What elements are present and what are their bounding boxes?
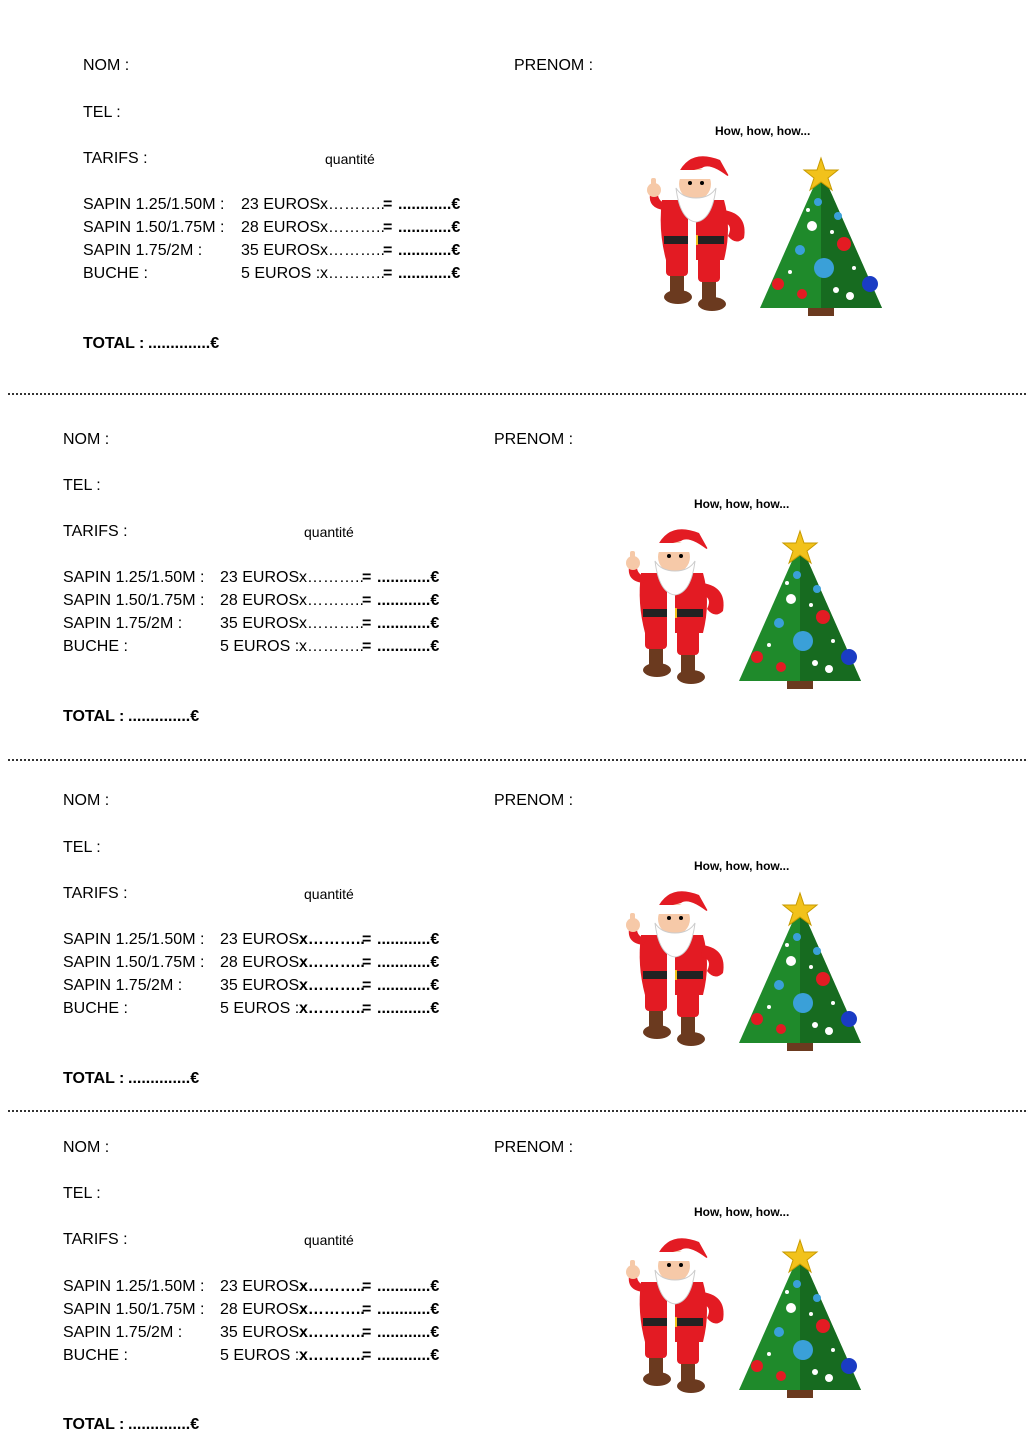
row-price: 35 EUROS	[241, 242, 321, 259]
row-amount: ............€	[398, 196, 461, 213]
row-price: 23 EUROS	[241, 196, 321, 213]
row-name: SAPIN 1.25/1.50M :	[63, 569, 205, 586]
row-eq: =	[362, 1301, 372, 1318]
nom-label: NOM :	[63, 1139, 110, 1156]
row-amount: ............€	[377, 1278, 440, 1295]
santa-tree-illustration	[619, 1232, 879, 1432]
row-name: SAPIN 1.50/1.75M :	[63, 954, 205, 971]
tarifs-label: TARIFS :	[83, 150, 148, 167]
row-amount: ............€	[377, 638, 440, 655]
row-name: SAPIN 1.25/1.50M :	[83, 196, 225, 213]
tel-label: TEL :	[83, 104, 121, 121]
row-price: 23 EUROS	[220, 931, 300, 948]
row-name: SAPIN 1.75/2M :	[63, 615, 183, 632]
row-amount: ............€	[377, 1324, 440, 1341]
speech-text: How, how, how...	[715, 124, 811, 138]
row-name: SAPIN 1.75/2M :	[63, 977, 183, 994]
total-blank: ..............€	[148, 335, 220, 352]
row-amount: ............€	[377, 1000, 440, 1017]
row-name: BUCHE :	[63, 1347, 128, 1364]
row-price: 5 EUROS :	[220, 1347, 300, 1364]
nom-label: NOM :	[83, 57, 130, 74]
row-amount: ............€	[398, 265, 461, 282]
row-eq: =	[362, 1000, 372, 1017]
row-name: SAPIN 1.75/2M :	[63, 1324, 183, 1341]
row-eq: =	[383, 265, 393, 282]
row-name: BUCHE :	[83, 265, 148, 282]
row-qty: x………..	[299, 931, 365, 948]
row-qty: x………..	[320, 265, 385, 282]
row-name: BUCHE :	[63, 638, 128, 655]
row-qty: x………..	[299, 592, 364, 609]
tel-label: TEL :	[63, 1185, 101, 1202]
row-eq: =	[362, 1278, 372, 1295]
row-price: 35 EUROS	[220, 615, 300, 632]
row-price: 28 EUROS	[220, 1301, 300, 1318]
row-eq: =	[362, 592, 372, 609]
row-qty: x………..	[299, 1347, 365, 1364]
row-amount: ............€	[377, 931, 440, 948]
row-price: 28 EUROS	[220, 592, 300, 609]
row-amount: ............€	[377, 1347, 440, 1364]
tel-label: TEL :	[63, 839, 101, 856]
row-price: 35 EUROS	[220, 977, 300, 994]
row-eq: =	[383, 242, 393, 259]
row-eq: =	[362, 954, 372, 971]
tarifs-label: TARIFS :	[63, 885, 128, 902]
total-blank: ..............€	[128, 1070, 200, 1087]
tarifs-label: TARIFS :	[63, 523, 128, 540]
total-label: TOTAL :	[63, 1070, 129, 1087]
row-price: 28 EUROS	[241, 219, 321, 236]
row-amount: ............€	[398, 219, 461, 236]
row-qty: x………..	[299, 638, 364, 655]
row-amount: ............€	[377, 977, 440, 994]
row-amount: ............€	[377, 592, 440, 609]
row-eq: =	[362, 1324, 372, 1341]
prenom-label: PRENOM :	[494, 1139, 574, 1156]
row-eq: =	[362, 638, 372, 655]
row-qty: x………..	[320, 196, 385, 213]
row-name: SAPIN 1.25/1.50M :	[63, 931, 205, 948]
total-label: TOTAL :	[63, 708, 129, 725]
speech-text: How, how, how...	[694, 1205, 790, 1219]
row-price: 28 EUROS	[220, 954, 300, 971]
row-amount: ............€	[377, 569, 440, 586]
row-eq: =	[383, 219, 393, 236]
row-price: 5 EUROS :	[241, 265, 321, 282]
prenom-label: PRENOM :	[494, 431, 574, 448]
row-eq: =	[362, 615, 372, 632]
row-amount: ............€	[377, 954, 440, 971]
row-qty: x………..	[299, 1000, 365, 1017]
row-eq: =	[362, 569, 372, 586]
total-label: TOTAL :	[83, 335, 149, 352]
quantite-label: quantité	[304, 886, 354, 902]
row-name: BUCHE :	[63, 1000, 128, 1017]
speech-text: How, how, how...	[694, 859, 790, 873]
row-qty: x………..	[299, 977, 365, 994]
quantite-label: quantité	[304, 1232, 354, 1248]
row-qty: x………..	[299, 1324, 365, 1341]
nom-label: NOM :	[63, 792, 110, 809]
row-qty: x………..	[320, 242, 385, 259]
total-blank: ..............€	[128, 1416, 200, 1433]
row-price: 5 EUROS :	[220, 638, 300, 655]
tel-label: TEL :	[63, 477, 101, 494]
tarifs-label: TARIFS :	[63, 1231, 128, 1248]
row-price: 35 EUROS	[220, 1324, 300, 1341]
row-price: 23 EUROS	[220, 569, 300, 586]
row-amount: ............€	[398, 242, 461, 259]
row-qty: x………..	[299, 954, 365, 971]
row-qty: x………..	[299, 569, 364, 586]
row-eq: =	[362, 931, 372, 948]
row-eq: =	[362, 1347, 372, 1364]
row-price: 23 EUROS	[220, 1278, 300, 1295]
quantite-label: quantité	[325, 151, 375, 167]
total-label: TOTAL :	[63, 1416, 129, 1433]
prenom-label: PRENOM :	[494, 792, 574, 809]
row-qty: x………..	[299, 1301, 365, 1318]
row-name: SAPIN 1.25/1.50M :	[63, 1278, 205, 1295]
row-name: SAPIN 1.50/1.75M :	[83, 219, 225, 236]
prenom-label: PRENOM :	[514, 57, 594, 74]
row-qty: x………..	[299, 1278, 365, 1295]
row-amount: ............€	[377, 615, 440, 632]
row-price: 5 EUROS :	[220, 1000, 300, 1017]
row-name: SAPIN 1.50/1.75M :	[63, 1301, 205, 1318]
row-qty: x………..	[320, 219, 385, 236]
nom-label: NOM :	[63, 431, 110, 448]
row-eq: =	[383, 196, 393, 213]
row-amount: ............€	[377, 1301, 440, 1318]
row-eq: =	[362, 977, 372, 994]
row-name: SAPIN 1.75/2M :	[83, 242, 203, 259]
row-name: SAPIN 1.50/1.75M :	[63, 592, 205, 609]
total-blank: ..............€	[128, 708, 200, 725]
quantite-label: quantité	[304, 524, 354, 540]
speech-text: How, how, how...	[694, 497, 790, 511]
row-qty: x………..	[299, 615, 364, 632]
